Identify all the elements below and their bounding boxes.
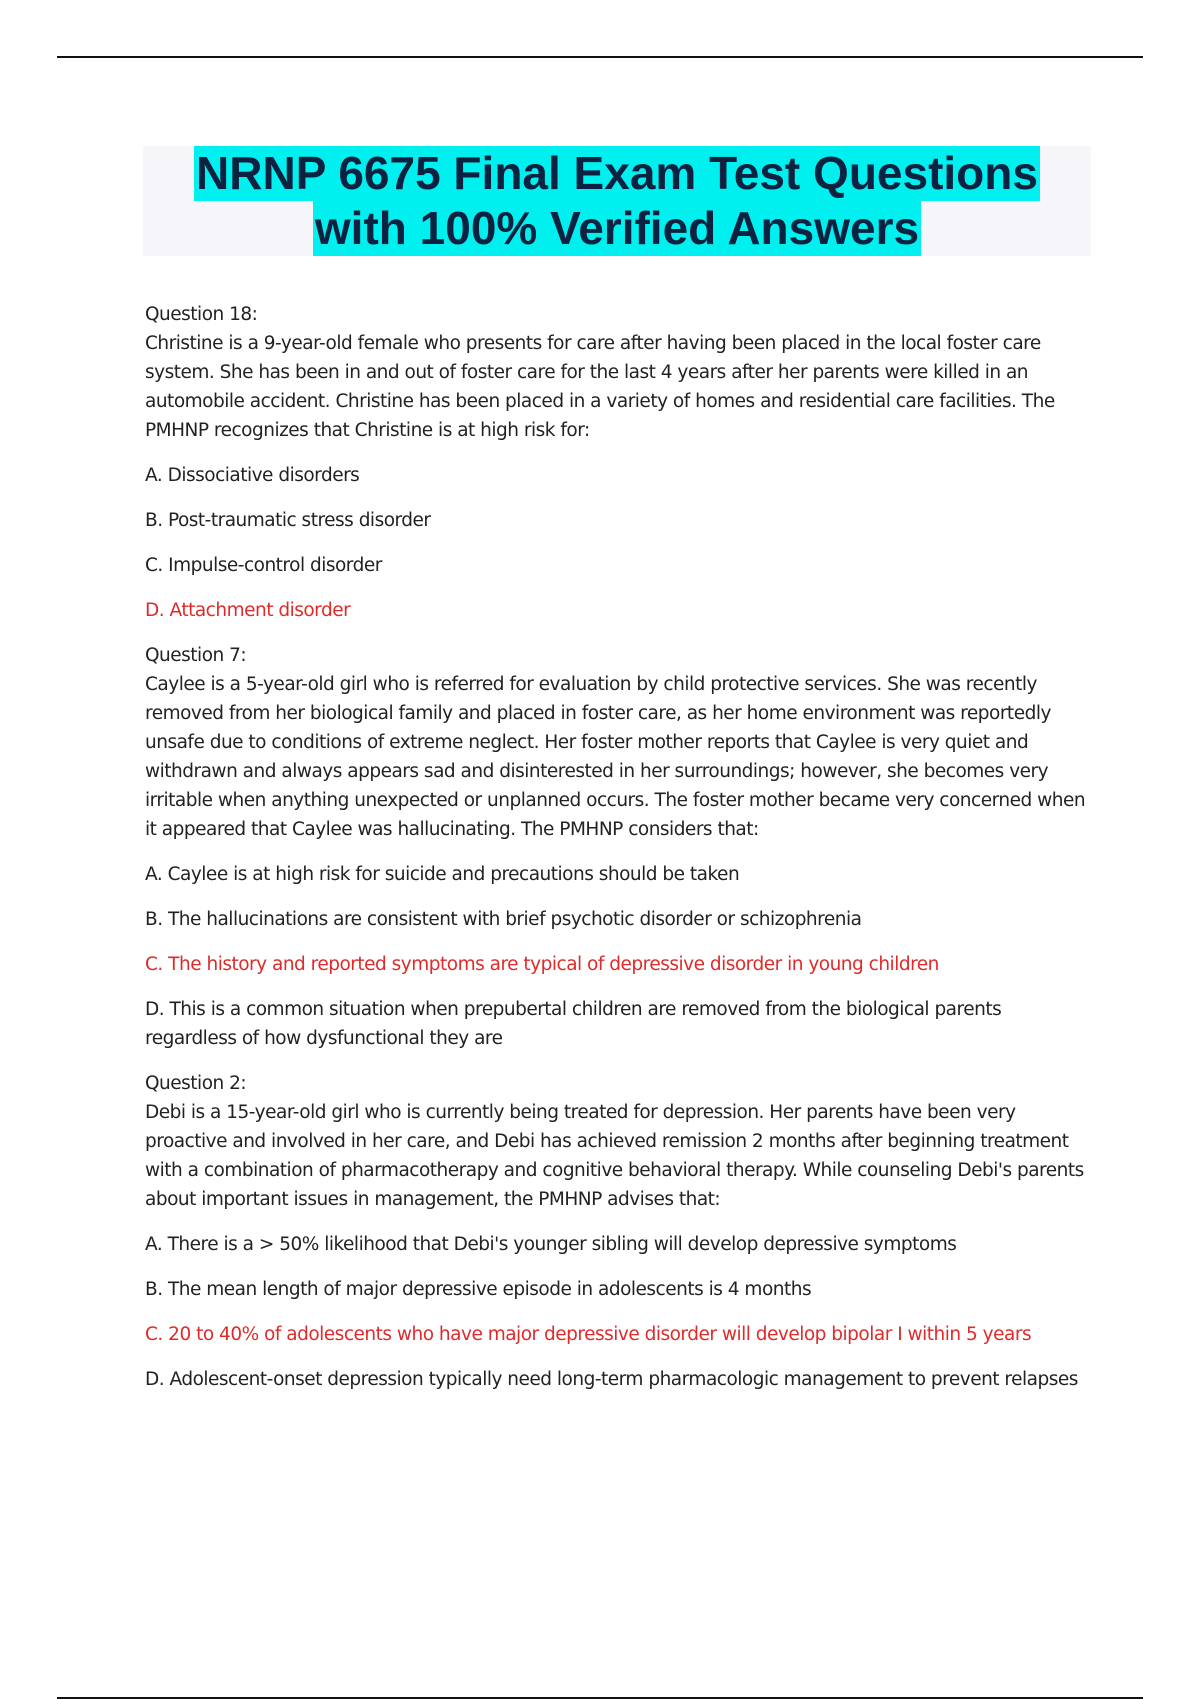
question-label: Question 7: [145,645,247,666]
answer-option-c-correct: C. The history and reported symptoms are typical of depressive disorder in young children [145,954,939,975]
answer-option-d: D. Adolescent-onset depression typically need long-term pharmacologic management to prevent relapses [145,1369,1078,1390]
answer-option-b: B. The hallucinations are consistent with brief psychotic disorder or schizophrenia [145,909,862,930]
title-panel [143,146,1091,256]
answer-option-a: A. Caylee is at high risk for suicide and precautions should be taken [145,864,740,885]
answer-option-b: B. The mean length of major depressive episode in adolescents is 4 months [145,1279,812,1300]
answer-option-b: B. Post-traumatic stress disorder [145,510,431,531]
answer-option-d-correct: D. Attachment disorder [145,600,351,621]
answer-option-a: A. Dissociative disorders [145,465,360,486]
answer-option-c-correct: C. 20 to 40% of adolescents who have major depressive disorder will develop bipolar I within 5 years [145,1324,1032,1345]
document-title-line-2: with 100% Verified Answers [314,202,920,254]
question-2 [145,1069,1090,1394]
question-text: Debi is a 15-year-old girl who is currently being treated for depression. Her parents have been very proactive and involved in her care, and Debi has achieved remission 2 months after beginning treatment with a combination of pharmacotherapy and cognitive behavioral therapy. While counseling Debi's parents about important issues in management, the PMHNP advises that: [145,1102,1084,1210]
answer-option-a: A. There is a > 50% likelihood that Debi's younger sibling will develop depressive symptoms [145,1234,957,1255]
question-18 [145,300,1090,625]
question-text: Christine is a 9-year-old female who presents for care after having been placed in the local foster care system. She has been in and out of foster care for the last 4 years after her parents were killed in an automobile accident. Christine has been placed in a variety of homes and residential care facilities. The PMHNP recognizes that Christine is at high risk for: [145,333,1055,441]
bottom-rule [57,1697,1143,1699]
question-7 [145,641,1090,1053]
question-text: Caylee is a 5-year-old girl who is referred for evaluation by child protective services. She was recently removed from her biological family and placed in foster care, as her home environment was reportedly unsafe due to conditions of extreme neglect. Her foster mother reports that Caylee is very quiet and withdrawn and always appears sad and disinterested in her surroundings; however, she becomes very irritable when anything unexpected or unplanned occurs. The foster mother became very concerned when it appeared that Caylee was hallucinating. The PMHNP considers that: [145,674,1086,840]
question-label: Question 2: [145,1073,247,1094]
question-label: Question 18: [145,304,258,325]
answer-option-d: D. This is a common situation when prepubertal children are removed from the biological parents regardless of how dysfunctional they are [145,999,1002,1049]
question-list [145,300,1090,1410]
answer-option-c: C. Impulse-control disorder [145,555,382,576]
document-title-line-1: NRNP 6675 Final Exam Test Questions [196,147,1038,199]
top-rule [57,56,1143,58]
